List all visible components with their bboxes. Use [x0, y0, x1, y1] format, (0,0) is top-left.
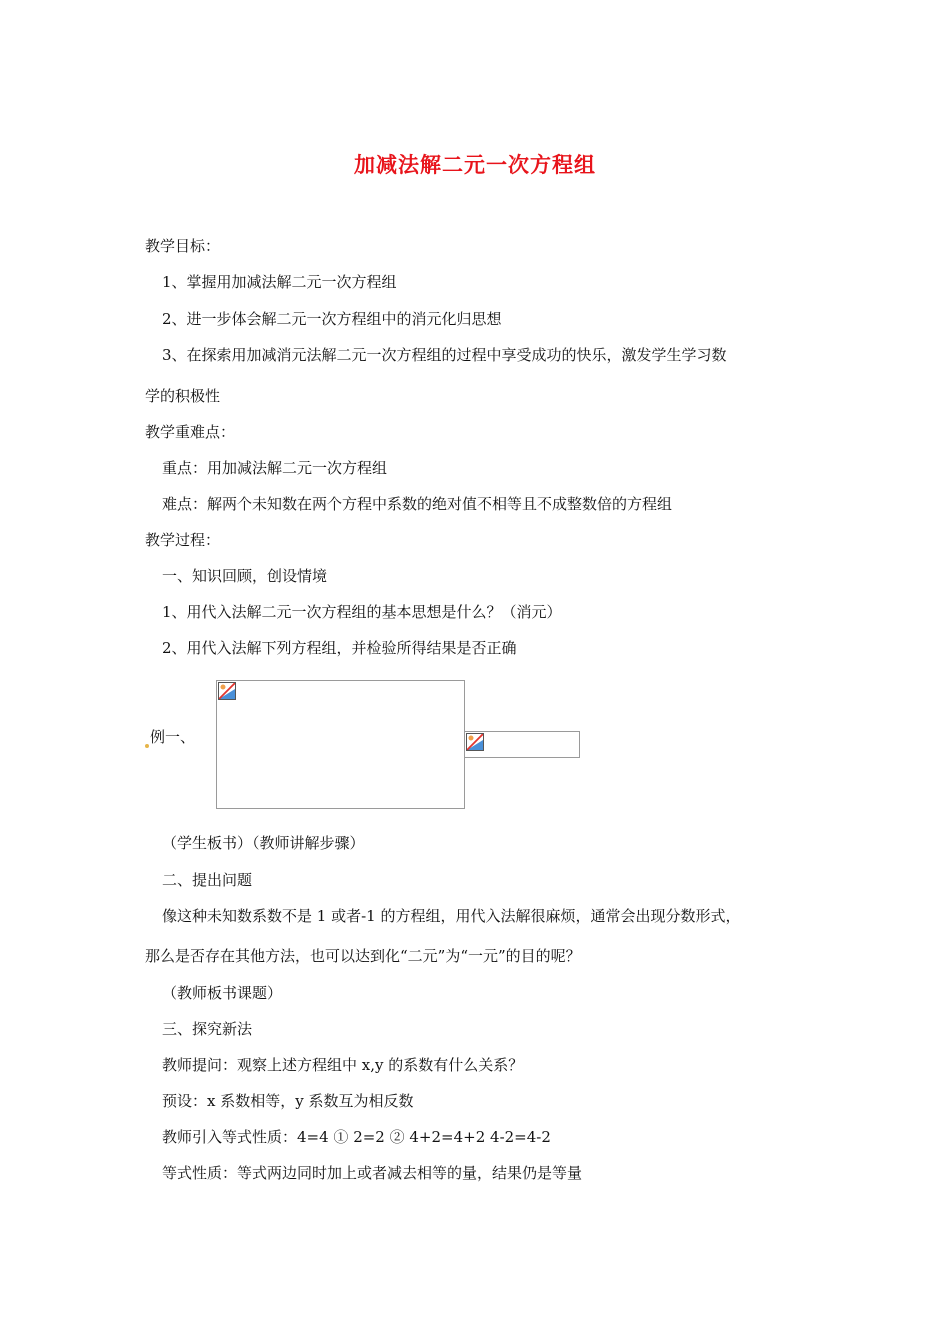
- section-2-title: 二、提出问题: [162, 871, 253, 889]
- section-1-question-1: 1、用代入法解二元一次方程组的基本思想是什么？（消元）: [162, 603, 562, 621]
- board-note: （学生板书）（教师讲解步骤）: [162, 834, 365, 852]
- document-title: 加减法解二元一次方程组: [354, 152, 596, 177]
- solution-image-placeholder: [464, 731, 580, 758]
- section-2-paragraph-line-1: 像这种未知数系数不是 1 或者-1 的方程组，用代入法解很麻烦，通常会出现分数形式，: [162, 907, 741, 925]
- section-3-property: 等式性质：等式两边同时加上或者减去相等的量，结果仍是等量: [162, 1164, 583, 1182]
- edit-mark-icon: [145, 744, 149, 748]
- section-2-paragraph-line-2: 那么是否存在其他方法，也可以达到化“二元”为“一元”的目的呢？: [145, 947, 581, 965]
- broken-image-icon: [218, 682, 236, 700]
- objective-2: 2、进一步体会解二元一次方程组中的消元化归思想: [162, 310, 502, 328]
- broken-image-icon: [466, 733, 484, 751]
- objective-3-line-2: 学的积极性: [145, 387, 221, 405]
- section-3-question: 教师提问：观察上述方程组中 x,y 的系数有什么关系？: [162, 1056, 524, 1074]
- section-2-note: （教师板书课题）: [162, 984, 283, 1002]
- key-point: 重点：用加减法解二元一次方程组: [162, 459, 388, 477]
- equation-image-placeholder: [216, 680, 465, 809]
- section-3-title: 三、探究新法: [162, 1020, 253, 1038]
- objective-3-line-1: 3、在探索用加减消元法解二元一次方程组的过程中享受成功的快乐，激发学生学习数: [162, 346, 727, 364]
- section-1-question-2: 2、用代入法解下列方程组，并检验所得结果是否正确: [162, 639, 517, 657]
- objectives-heading: 教学目标：: [145, 237, 221, 255]
- keypoints-heading: 教学重难点：: [145, 423, 236, 441]
- section-1-title: 一、知识回顾，创设情境: [162, 567, 328, 585]
- section-3-preset: 预设：x 系数相等，y 系数互为相反数: [162, 1092, 414, 1110]
- section-3-intro: 教师引入等式性质：4=4 ① 2=2 ② 4+2=4+2 4-2=4-2: [162, 1128, 551, 1146]
- example-label: 例一、: [144, 727, 195, 748]
- process-heading: 教学过程：: [145, 531, 221, 549]
- difficult-point: 难点：解两个未知数在两个方程中系数的绝对值不相等且不成整数倍的方程组: [162, 495, 673, 513]
- objective-1: 1、掌握用加减法解二元一次方程组: [162, 273, 397, 291]
